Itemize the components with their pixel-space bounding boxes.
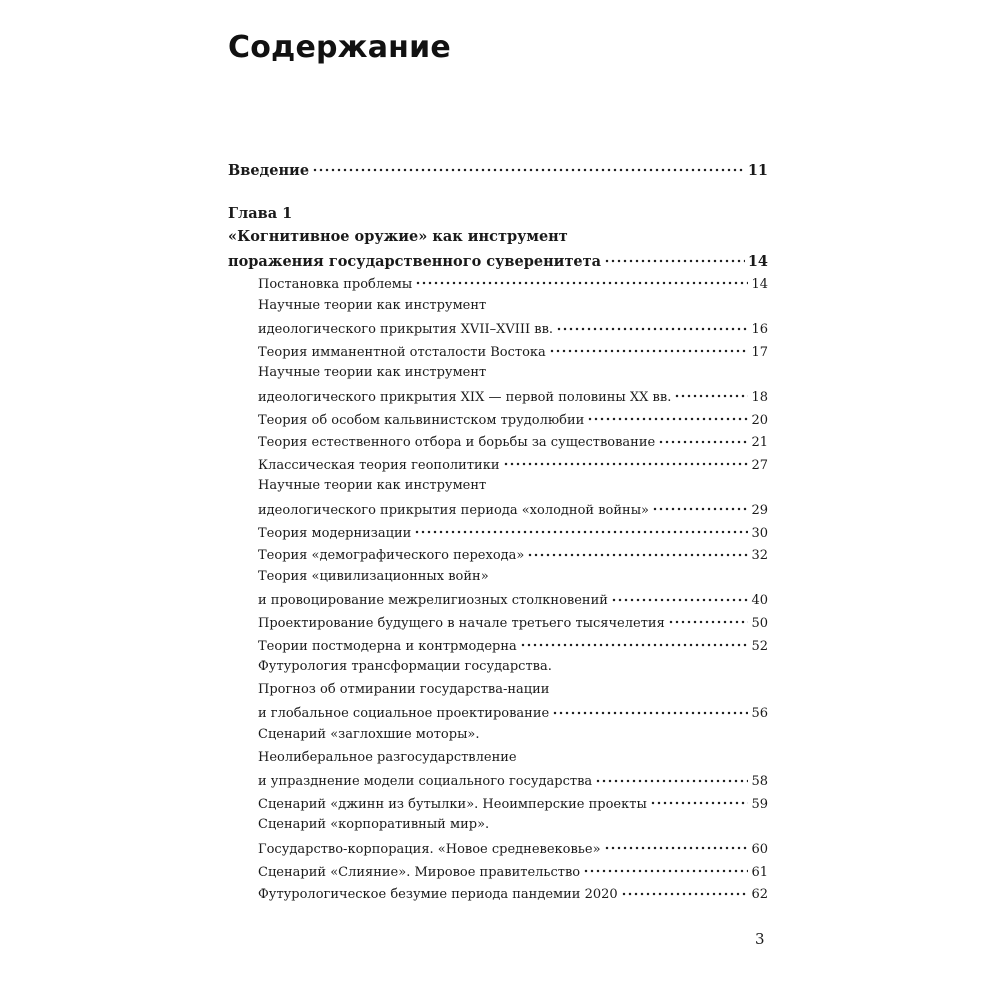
toc-entry-section-line	[258, 365, 768, 380]
toc-entry-section[interactable]	[258, 795, 768, 812]
entry-title: идеологического прикрытия периода «холодной войны»	[258, 503, 649, 518]
dot-leader	[674, 388, 748, 401]
chapter-label: Глава 1	[228, 205, 293, 222]
page-number: 3	[755, 930, 765, 948]
dot-leader	[587, 411, 748, 424]
toc-entry-section[interactable]	[258, 320, 768, 337]
dot-leader	[556, 320, 748, 333]
entry-title: Теория об особом кальвинистском трудолюбии	[258, 412, 585, 428]
dot-leader	[650, 795, 749, 808]
entry-title: Теории постмодерна и контрмодерна	[258, 638, 517, 654]
toc-entry-section[interactable]	[258, 501, 768, 518]
entry-title: Введение	[228, 161, 310, 179]
entry-page: 52	[751, 638, 768, 654]
toc-entry-section[interactable]	[258, 704, 768, 721]
dot-leader	[621, 885, 749, 898]
dot-leader	[414, 524, 748, 537]
dot-leader	[583, 863, 748, 876]
dot-leader	[652, 501, 748, 514]
toc-entry-section[interactable]	[258, 275, 768, 292]
dot-leader	[549, 343, 749, 356]
entry-page: 58	[751, 774, 768, 790]
entry-title: Теория естественного отбора и борьбы за существование	[258, 435, 656, 451]
entry-title: Теория «цивилизационных войн»	[258, 568, 489, 584]
entry-title: Футурология трансформации государства.	[258, 659, 552, 675]
entry-page: 30	[751, 525, 768, 541]
dot-leader	[595, 772, 748, 785]
chapter-title-line: «Когнитивное оружие» как инструмент	[228, 228, 568, 245]
toc-entry-section-line	[258, 569, 768, 584]
dot-leader	[611, 591, 749, 604]
entry-page: 56	[751, 706, 768, 722]
dot-leader	[658, 433, 748, 446]
entry-title: Сценарий «корпоративный мир».	[258, 817, 490, 833]
entry-title: поражения государственного суверенитета	[228, 252, 602, 270]
entry-title: идеологического прикрытия XIX — первой половины XX вв.	[258, 390, 672, 405]
toc-entry-section[interactable]	[258, 433, 768, 450]
toc-entry-section[interactable]	[258, 343, 768, 360]
dot-leader	[604, 251, 745, 266]
toc-entry-chapter-1[interactable]	[228, 251, 768, 270]
entry-title: Прогноз об отмирании государства-нации	[258, 681, 550, 697]
toc-entry-section[interactable]	[258, 863, 768, 880]
entry-page: 62	[751, 887, 768, 903]
entry-title: Классическая теория геополитики	[258, 457, 500, 473]
entry-page: 20	[751, 412, 768, 428]
entry-page: 27	[751, 457, 768, 473]
toc-entry-section[interactable]	[258, 591, 768, 608]
toc-entry-section-line	[258, 478, 768, 493]
toc-entry-section-line	[258, 817, 768, 832]
entry-page: 40	[751, 593, 768, 609]
entry-title: и упразднение модели социального государства	[258, 774, 593, 790]
toc-entry-section[interactable]	[258, 772, 768, 789]
entry-title: Неолиберальное разгосударствление	[258, 749, 517, 765]
entry-title: и провоцирование межрелигиозных столкновений	[258, 593, 608, 609]
toc-entry-section-line	[258, 727, 768, 742]
toc-entry-section-line	[258, 298, 768, 313]
entry-title: Научные теории как инструмент	[258, 365, 487, 381]
entry-page: 17	[751, 344, 768, 360]
entry-title: Сценарий «заглохшие моторы».	[258, 727, 480, 742]
dot-leader	[527, 546, 748, 559]
entry-page: 61	[751, 864, 768, 880]
entry-page: 50	[751, 616, 768, 631]
toc-entry-section[interactable]	[258, 524, 768, 541]
entry-title: Государство-корпорация. «Новое средневековье»	[258, 842, 601, 857]
entry-title: Теория модернизации	[258, 525, 412, 541]
entry-page: 14	[751, 277, 768, 292]
entry-page: 29	[751, 503, 768, 518]
dot-leader	[415, 275, 748, 288]
entry-title: Футурологическое безумие периода пандемии 2020	[258, 887, 618, 903]
dot-leader	[552, 704, 748, 717]
dot-leader	[520, 637, 749, 650]
toc-entry-section[interactable]	[258, 637, 768, 654]
entry-title: Постановка проблемы	[258, 277, 413, 292]
toc-entry-section[interactable]	[258, 614, 768, 631]
toc-entry-section[interactable]	[258, 388, 768, 405]
toc-entry-section-line	[258, 659, 768, 674]
entry-page: 16	[751, 322, 768, 338]
entry-page: 14	[747, 252, 768, 270]
entry-page: 21	[751, 435, 768, 451]
entry-title: и глобальное социальное проектирование	[258, 706, 550, 722]
entry-page: 18	[751, 390, 768, 405]
toc-entry-section-line	[258, 682, 768, 697]
toc-entry-section[interactable]	[258, 885, 768, 902]
entry-title: Сценарий «джинн из бутылки». Неоимперские проекты	[258, 796, 647, 812]
toc-entry-section[interactable]	[258, 840, 768, 857]
page-title: Содержание	[228, 30, 451, 65]
entry-page: 60	[751, 842, 768, 857]
dot-leader	[668, 614, 749, 627]
entry-title: идеологического прикрытия XVII–XVIII вв.	[258, 322, 554, 338]
dot-leader	[604, 840, 749, 853]
toc-entry-introduction[interactable]	[228, 160, 768, 179]
entry-title: Теория имманентной отсталости Востока	[258, 344, 546, 360]
entry-title: Теория «демографического перехода»	[258, 548, 525, 564]
toc-entry-section[interactable]	[258, 546, 768, 563]
toc-entry-section-line	[258, 750, 768, 765]
dot-leader	[503, 456, 749, 469]
dot-leader	[312, 160, 745, 175]
entry-page: 32	[751, 548, 768, 564]
entry-title: Проектирование будущего в начале третьего тысячелетия	[258, 616, 665, 631]
entry-title: Научные теории как инструмент	[258, 297, 487, 313]
entry-title: Сценарий «Слияние». Мировое правительство	[258, 864, 581, 880]
entry-page: 59	[751, 796, 768, 812]
entry-page: 11	[747, 161, 768, 179]
toc-entry-section[interactable]	[258, 411, 768, 428]
entry-title: Научные теории как инструмент	[258, 478, 487, 494]
toc-entry-section[interactable]	[258, 456, 768, 473]
